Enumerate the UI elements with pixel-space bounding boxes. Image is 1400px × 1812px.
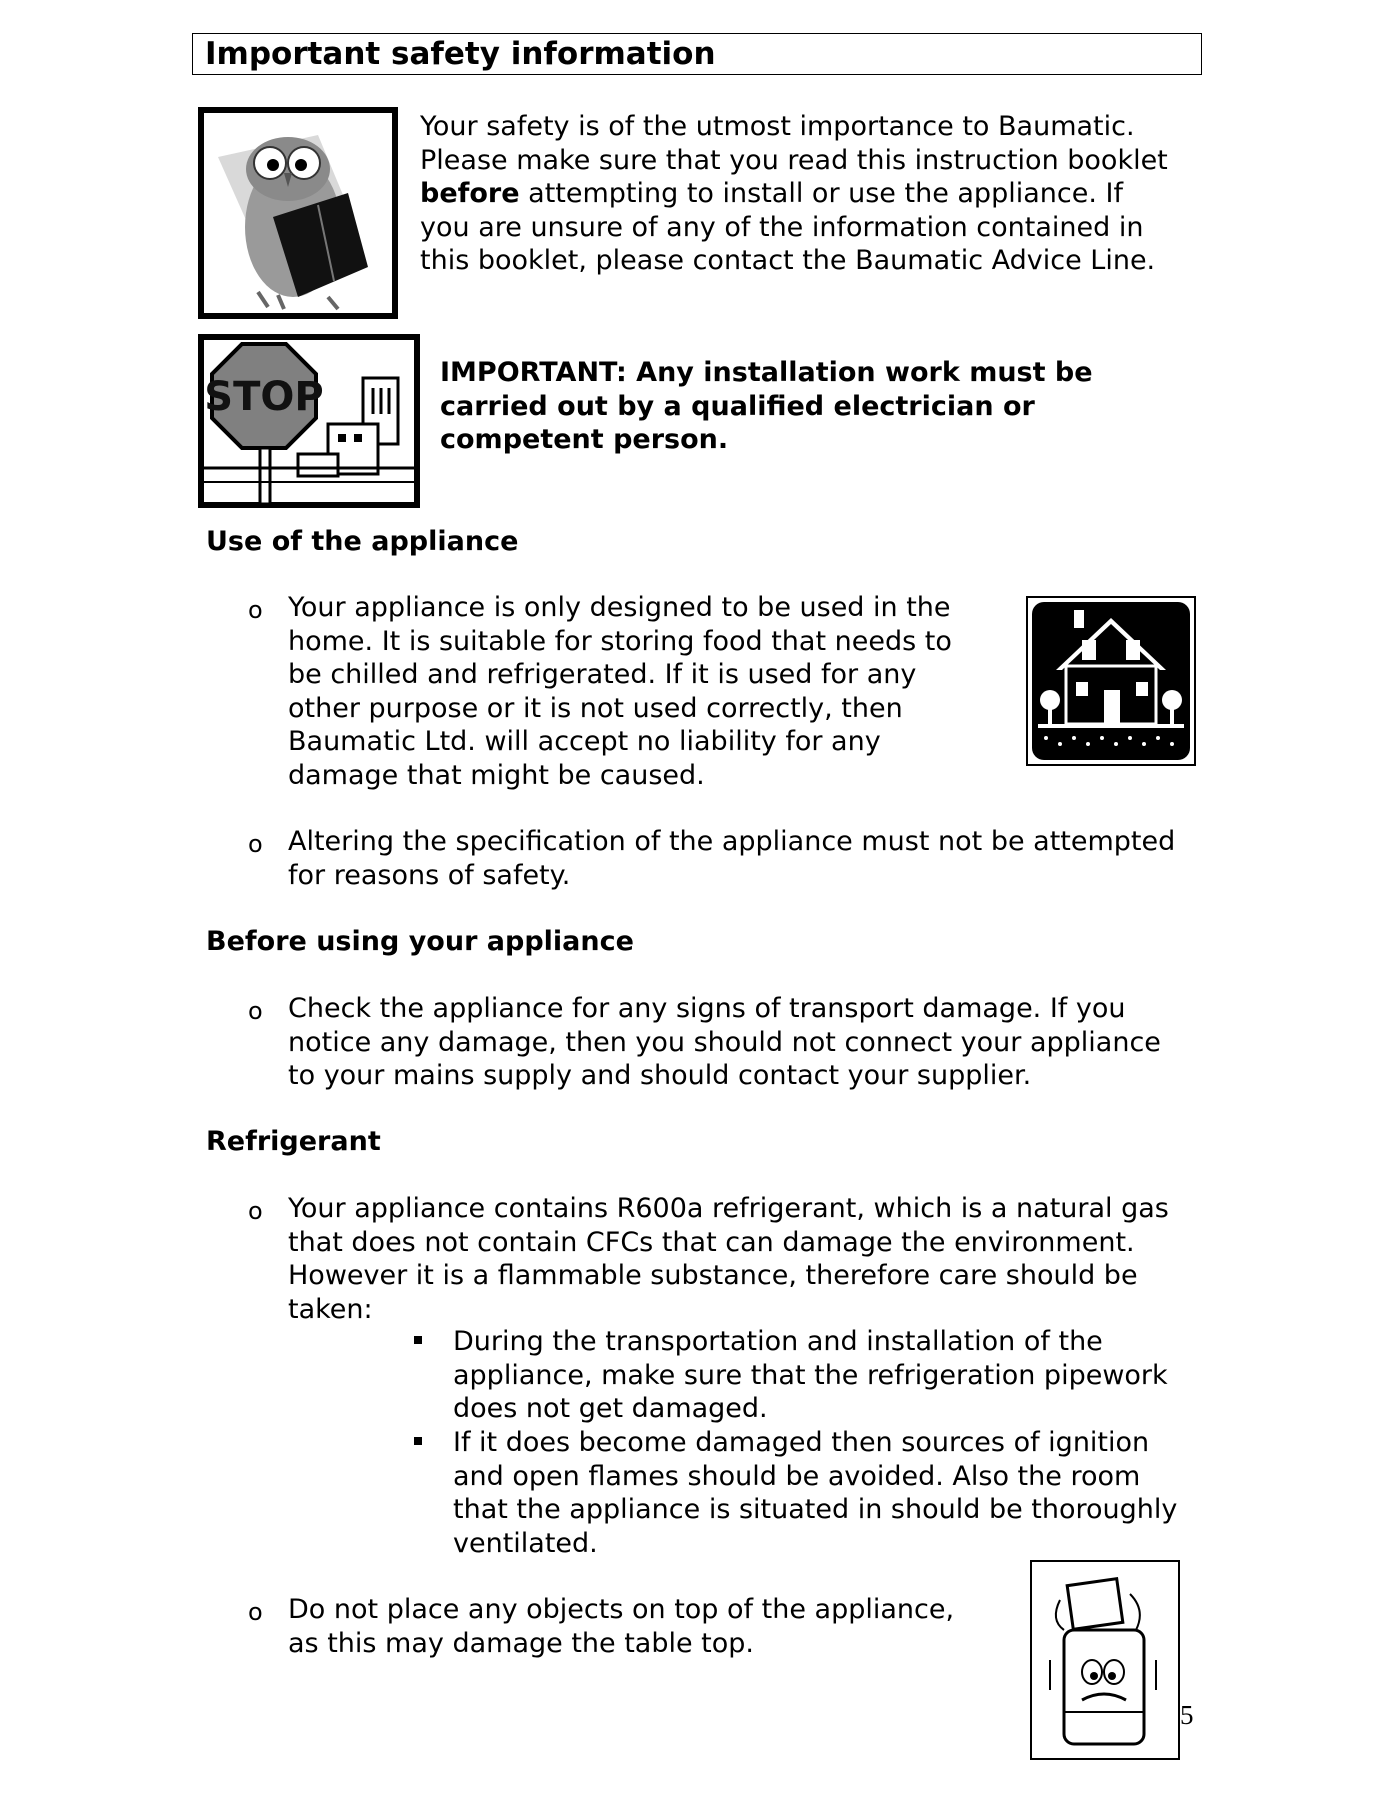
bullet-marker: o <box>248 1598 263 1626</box>
use-bullet-1 <box>288 591 952 792</box>
intro-line-2: Please make sure that you read this instruction booklet <box>420 144 1168 176</box>
bullet-marker: o <box>248 830 263 858</box>
square-bullet <box>414 1336 422 1344</box>
house-image <box>1026 596 1196 766</box>
use-bullet-2 <box>288 825 1175 892</box>
text-line: Your appliance is only designed to be used in the <box>288 592 951 623</box>
text-line: does not get damaged. <box>453 1393 768 1424</box>
bullet-marker: o <box>248 596 263 624</box>
important-notice <box>440 356 1093 457</box>
text-line: taken: <box>288 1293 373 1325</box>
text-line: other purpose or it is not used correctly, then <box>288 692 903 724</box>
refrigerant-sub-bullet-2 <box>453 1426 1177 1560</box>
text-line: Baumatic Ltd. will accept no liability for any <box>288 726 881 757</box>
text-line: Altering the specification of the appliance must not be attempted <box>288 826 1176 857</box>
intro-line-3 <box>420 177 1168 211</box>
stop-sign-image <box>198 334 420 508</box>
fridge-cartoon-image <box>1030 1560 1180 1760</box>
heading-refrigerant: Refrigerant <box>206 1126 381 1157</box>
text-line: as this may damage the table top. <box>288 1627 755 1659</box>
text-line: to your mains supply and should contact your supplier. <box>288 1060 1032 1091</box>
intro-bold-word: before <box>420 178 520 209</box>
heading-use-of-appliance: Use of the appliance <box>206 526 519 557</box>
text-line: appliance, make sure that the refrigeration pipework <box>453 1359 1168 1391</box>
important-line-2: carried out by a qualified electrician or <box>440 390 1035 422</box>
before-bullet-1 <box>288 992 1161 1093</box>
important-line-1: IMPORTANT: Any installation work must be <box>440 357 1093 388</box>
text-line: However it is a flammable substance, therefore care should be <box>288 1260 1138 1291</box>
text-line: that does not contain CFCs that can damage the environment. <box>288 1226 1135 1258</box>
intro-line-4: you are unsure of any of the information contained in <box>420 211 1144 243</box>
text-line: that the appliance is situated in should be thoroughly <box>453 1494 1178 1525</box>
page-title: Important safety information <box>205 36 716 72</box>
square-bullet <box>414 1437 422 1445</box>
owl-reading-image <box>198 107 398 319</box>
text-line: Your appliance contains R600a refrigerant, which is a natural gas <box>288 1193 1169 1224</box>
text-line: damage that might be caused. <box>288 759 705 791</box>
bullet-marker: o <box>248 1197 263 1225</box>
important-line-3: competent person. <box>440 424 729 455</box>
text-line: If it does become damaged then sources of ignition <box>453 1427 1150 1458</box>
text-line: Do not place any objects on top of the appliance, <box>288 1594 955 1625</box>
heading-before-using: Before using your appliance <box>206 926 634 957</box>
refrigerant-bullet-2 <box>288 1593 954 1660</box>
intro-line-5: this booklet, please contact the Baumatic Advice Line. <box>420 245 1156 276</box>
intro-line-3-text: attempting to install or use the appliance. If <box>519 178 1123 209</box>
text-line: for reasons of safety. <box>288 859 571 891</box>
bullet-marker: o <box>248 997 263 1025</box>
refrigerant-bullet-1 <box>288 1192 1169 1326</box>
text-line: Check the appliance for any signs of transport damage. If you <box>288 993 1126 1024</box>
intro-paragraph <box>420 110 1168 278</box>
section-title-box <box>192 33 1202 75</box>
refrigerant-sub-bullet-1 <box>453 1325 1168 1426</box>
text-line: During the transportation and installation of the <box>453 1326 1103 1357</box>
text-line: notice any damage, then you should not connect your appliance <box>288 1026 1161 1058</box>
page-number: 5 <box>1180 1700 1194 1730</box>
text-line: home. It is suitable for storing food that needs to <box>288 625 952 657</box>
text-line: ventilated. <box>453 1527 598 1559</box>
intro-line-1: Your safety is of the utmost importance to Baumatic. <box>420 111 1135 142</box>
stop-sign-text: STOP <box>204 374 324 420</box>
text-line: and open flames should be avoided. Also the room <box>453 1460 1141 1492</box>
text-line: be chilled and refrigerated. If it is used for any <box>288 659 917 690</box>
